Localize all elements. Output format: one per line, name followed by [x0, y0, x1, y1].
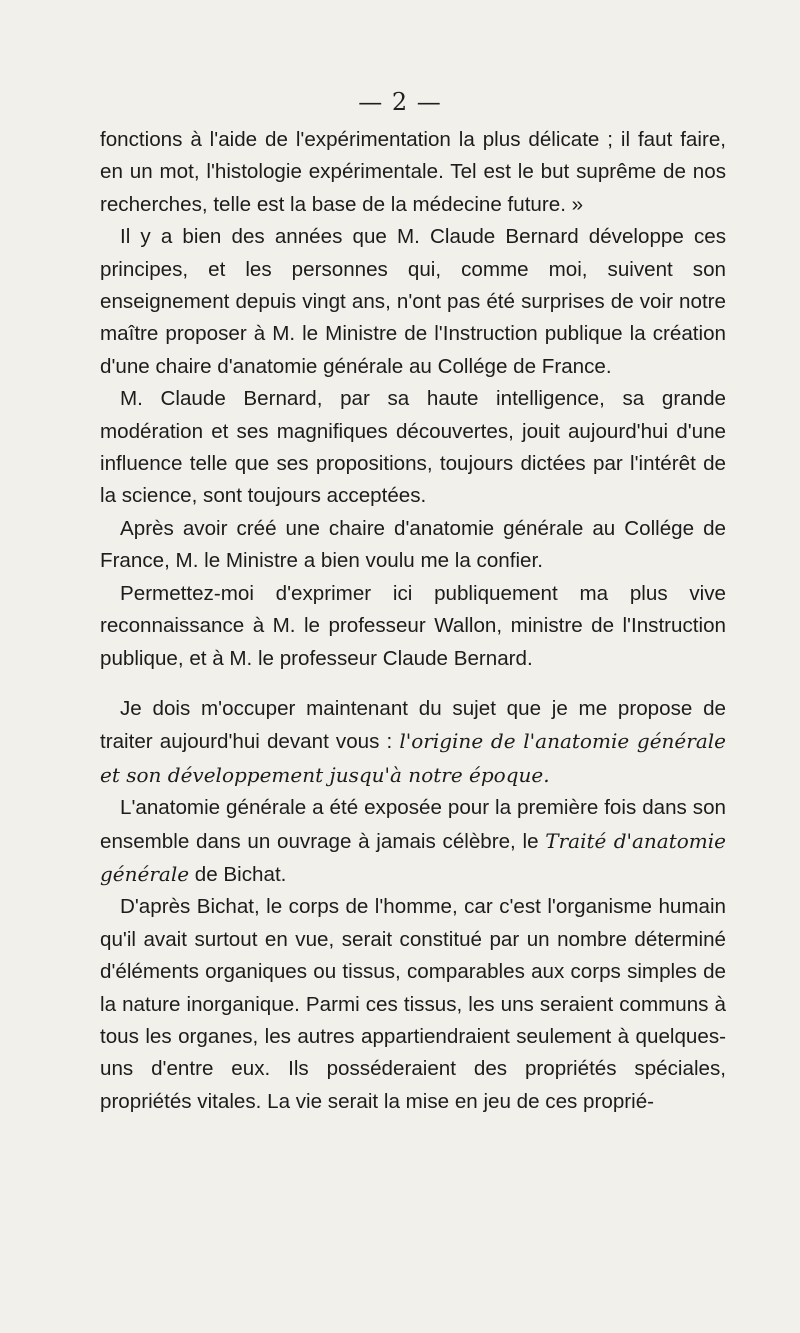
paragraph-5: Permettez-moi d'exprimer ici publiquement ma plus vive reconnaissance à M. le professeur Wallon, ministre de l'Instruction publique, et à M. le professeur Claude Bernard. [100, 581, 726, 670]
paragraph-8: D'après Bichat, le corps de l'homme, car c'est l'organisme humain qu'il avait surtout en vue, serait constitué par un nombre déterminé d'éléments organiques ou tissus, comparables aux corps simples de la nature inorganique. Parmi ces tissus, les uns seraient communs à tous les organes, les autres appartiendraient seulement à quelques-uns d'entre eux. Ils posséderaient des propriétés spéciales, propriétés vitales. La vie serait la mise en jeu de ces proprié- [100, 895, 726, 1113]
paragraph-4: Après avoir créé une chaire d'anatomie générale au Collége de France, M. le Ministre a bien voulu me la confier. [100, 516, 726, 573]
paragraph-6-text: Je dois m'occuper maintenant du sujet que je me propose de traiter aujourd'hui devant vous : [100, 696, 726, 754]
paragraph-7 [100, 792, 726, 891]
book-title-italic: Traité d'anatomie générale [100, 828, 726, 886]
paragraph-gap [100, 675, 726, 693]
paragraph-1: fonctions à l'aide de l'expérimentation la plus délicate ; il faut faire, en un mot, l'histologie expérimentale. Tel est le but suprême de nos recherches, telle est la base de la médecine future. » [100, 128, 726, 216]
body-text [100, 124, 726, 1118]
page-number: — 2 — [358, 88, 442, 116]
paragraph-2: Il y a bien des années que M. Claude Bernard développe ces principes, et les personnes qui, comme moi, suivent son enseignement depuis vingt ans, n'ont pas été surprises de voir notre maître proposer à M. le Ministre de l'Instruction publique la création d'une chaire d'anatomie générale au Collége de France. [100, 225, 726, 378]
paragraph-7-tail: de Bichat. [189, 862, 287, 886]
paragraph-7-text: L'anatomie générale a été exposée pour la première fois dans son ensemble dans un ouvrage à jamais célèbre, le [100, 796, 726, 853]
paragraph-6 [100, 693, 726, 792]
lecture-topic-italic: l'origine de l'anatomie générale et son développement jusqu'à notre époque. [100, 729, 726, 787]
paragraph-3: M. Claude Bernard, par sa haute intelligence, sa grande modération et ses magnifiques découvertes, jouit aujourd'hui d'une influence telle que ses propositions, toujours dictées par l'intérêt de la science, sont toujours acceptées. [100, 387, 726, 508]
